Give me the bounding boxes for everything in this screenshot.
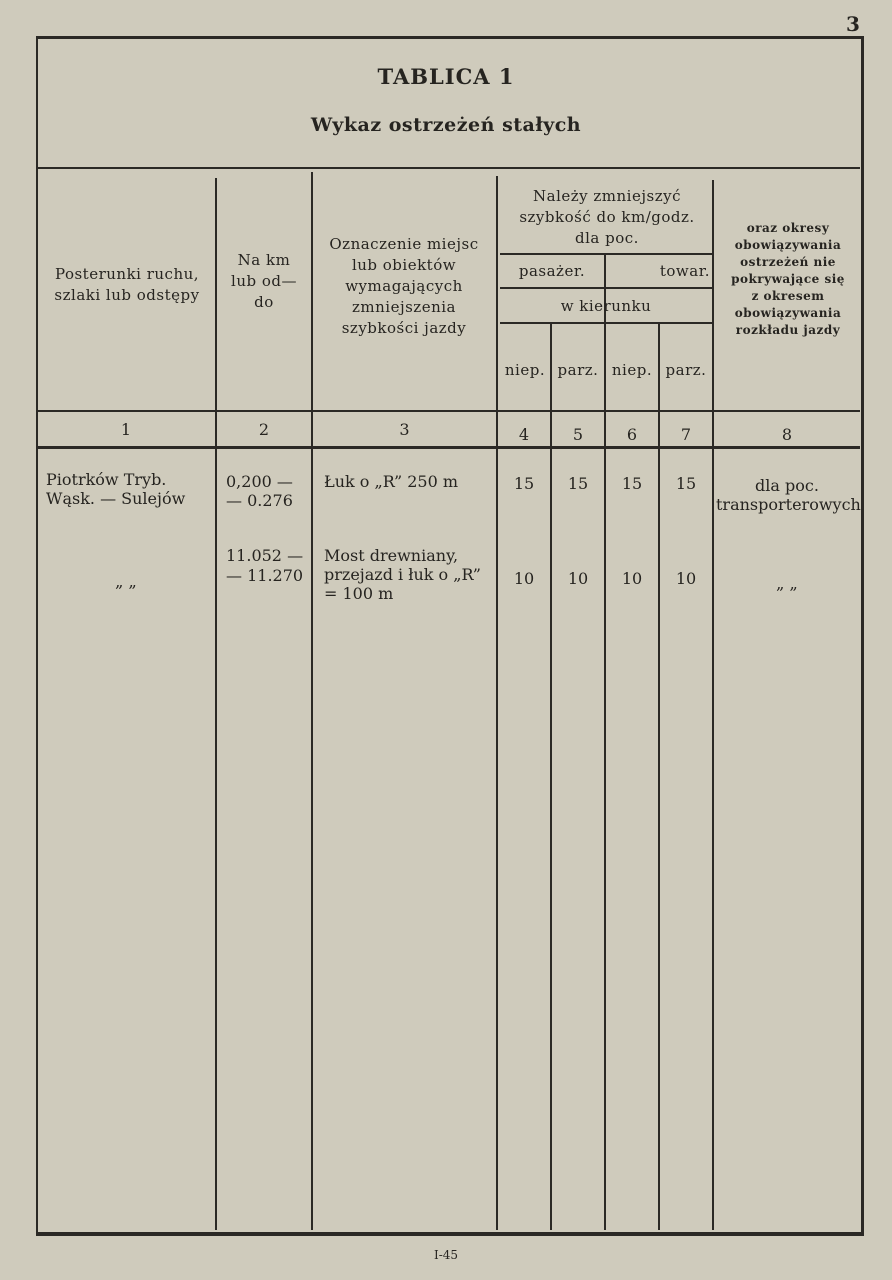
column-number: 1 <box>120 420 132 439</box>
column-number: 3 <box>399 420 410 439</box>
col-divider-2 <box>311 172 313 1230</box>
row-speed: 15 <box>675 474 697 493</box>
title-divider <box>38 167 860 169</box>
col-divider-3 <box>496 176 498 1230</box>
row-km-from: 11.052 — <box>226 546 304 565</box>
col-divider-5 <box>604 255 606 1230</box>
row-speed: 10 <box>513 569 535 588</box>
col-divider-1 <box>215 178 217 1230</box>
speed-subdivider-1 <box>500 253 713 255</box>
row-object: Most drewniany, przejazd i łuk o „R” = 100 m <box>324 546 481 603</box>
header-odd-freight: niep. <box>611 361 653 379</box>
column-number: 5 <box>572 425 584 444</box>
row-notes: „ „ <box>776 574 798 593</box>
header-direction: w kierunku <box>560 297 652 315</box>
row-notes: dla poc. transporterowych <box>716 476 861 514</box>
page-number: 3 <box>846 12 860 36</box>
row-speed: 10 <box>621 569 643 588</box>
header-even-passenger: parz. <box>557 361 599 379</box>
column-number: 4 <box>518 425 530 444</box>
col-divider-4 <box>550 324 552 1230</box>
row-location: Piotrków Tryb. Wąsk. — Sulejów <box>46 470 186 508</box>
header-object: Oznaczenie miejsc lub obiektów wymagających zmniejszenia szybkości jazdy <box>329 235 479 337</box>
row-km-from: 0,200 — <box>226 472 293 491</box>
header-even-freight: parz. <box>665 361 707 379</box>
row-km-to: — 11.270 <box>226 566 304 585</box>
header-locations: Posterunki ruchu, szlaki lub odstępy <box>54 265 200 304</box>
header-freight: towar. <box>659 262 710 280</box>
column-number: 7 <box>680 425 692 444</box>
header-odd-passenger: niep. <box>504 361 546 379</box>
table-frame <box>36 36 864 1236</box>
row-km-to: — 0.276 <box>226 491 293 510</box>
row-speed: 15 <box>513 474 535 493</box>
row-object: Łuk o „R” 250 m <box>324 472 459 491</box>
speed-subdivider-2 <box>500 287 713 289</box>
header-validity-periods: oraz okresy obowiązywania ostrzeżeń nie pokrywające się z okresem obowiązywania rozkładu jazdy <box>731 221 845 337</box>
row-speed: 10 <box>567 569 589 588</box>
column-number: 8 <box>781 425 793 444</box>
page-footer: I-45 <box>433 1248 459 1262</box>
column-number: 2 <box>258 420 270 439</box>
row-speed: 15 <box>621 474 643 493</box>
page-title: TABLICA 1 <box>377 64 515 89</box>
header-speed-group: Należy zmniejszyć szybkość do km/godz. dla poc. <box>519 187 695 247</box>
page-subtitle: Wykaz ostrzeżeń stałych <box>310 114 582 136</box>
column-number: 6 <box>626 425 638 444</box>
header-passenger: pasażer. <box>518 262 586 280</box>
col-divider-6 <box>658 324 660 1230</box>
header-divider-top <box>38 410 860 412</box>
row-speed: 15 <box>567 474 589 493</box>
header-divider-bottom <box>38 446 860 449</box>
col-divider-7 <box>712 180 714 1230</box>
row-speed: 10 <box>675 569 697 588</box>
header-km: Na km lub od—do <box>231 251 297 311</box>
row-location: „ „ <box>115 572 137 591</box>
speed-subdivider-3 <box>500 322 713 324</box>
